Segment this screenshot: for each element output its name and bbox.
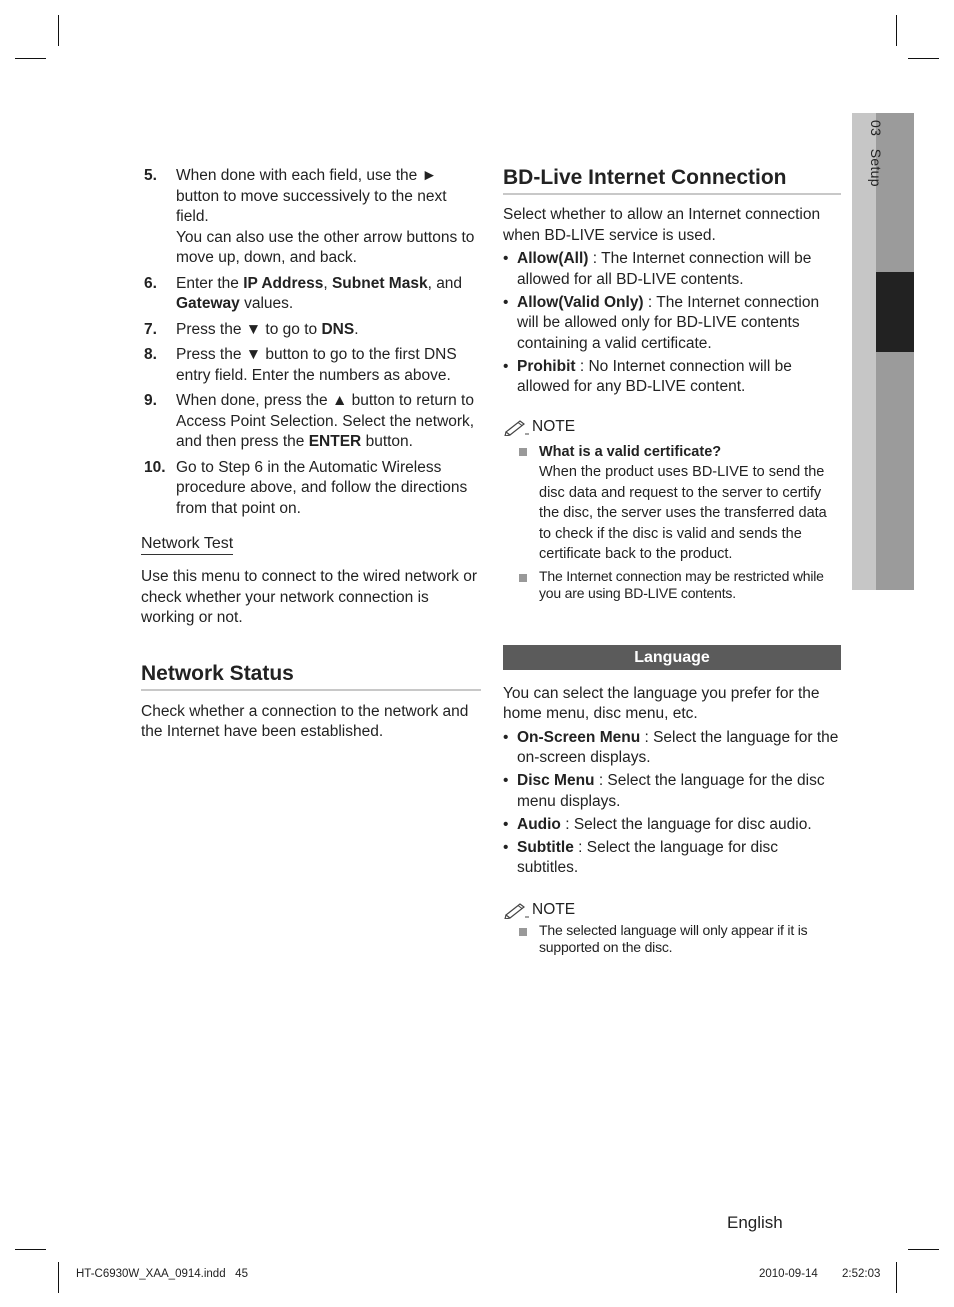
language-heading: Language bbox=[503, 645, 841, 670]
step-number: 7. bbox=[144, 320, 157, 338]
chapter-tab-label bbox=[868, 120, 884, 187]
note-text: The Internet connection may be restricted while you are using BD-LIVE contents. bbox=[539, 567, 824, 601]
term-enter: ENTER bbox=[308, 433, 362, 450]
step-text-part: You can also use the other arrow buttons to move up, down, and back. bbox=[176, 228, 475, 266]
bullet-dot: • bbox=[503, 357, 509, 375]
list-item bbox=[503, 815, 841, 836]
option-desc: : The Internet connection will be allowed only for BD-LIVE contents containing a valid certificate. bbox=[517, 293, 820, 352]
term-dns: DNS bbox=[321, 320, 355, 338]
option-desc: : Select the language for disc audio. bbox=[560, 815, 812, 833]
note-header bbox=[503, 901, 841, 919]
step-9 bbox=[141, 391, 481, 453]
crop-mark bbox=[58, 1262, 59, 1293]
step-6 bbox=[141, 274, 481, 315]
note-label: NOTE bbox=[532, 900, 576, 918]
pencil-note-icon bbox=[503, 901, 529, 919]
step-number: 5. bbox=[144, 167, 157, 184]
note-text bbox=[539, 442, 841, 565]
step-number: 10. bbox=[144, 458, 166, 476]
step-text bbox=[176, 274, 481, 315]
network-status-heading: Network Status bbox=[141, 662, 481, 691]
right-column bbox=[503, 166, 841, 959]
text: , bbox=[323, 274, 332, 292]
term-subnet-mask: Subnet Mask bbox=[331, 274, 428, 292]
bullet-dot: • bbox=[503, 728, 509, 746]
step-text: Press the ▼ button to go to the first DNS entry field. Enter the numbers as above. bbox=[176, 346, 457, 384]
bullet-text bbox=[517, 293, 841, 355]
step-number: 9. bbox=[144, 392, 157, 409]
text: When done, press the ▲ button to return to Access Point Selection. Select the network, and then press the bbox=[176, 392, 475, 450]
note-header bbox=[503, 418, 841, 436]
bullet-text bbox=[517, 357, 841, 398]
note-item bbox=[503, 922, 841, 956]
option-term: On-Screen Menu bbox=[517, 728, 641, 746]
crop-mark bbox=[896, 15, 897, 46]
slug-date: 2010-09-14 bbox=[759, 1268, 818, 1280]
option-term: Subtitle bbox=[517, 838, 574, 856]
list-item bbox=[503, 728, 841, 769]
step-number: 8. bbox=[144, 346, 157, 363]
bdlive-options bbox=[503, 249, 841, 398]
text: , and bbox=[427, 274, 463, 292]
language-options bbox=[503, 728, 841, 879]
square-bullet bbox=[519, 928, 527, 936]
step-text bbox=[176, 391, 481, 453]
step-5 bbox=[141, 166, 481, 269]
step-number: 6. bbox=[144, 274, 157, 292]
language-intro: You can select the language you prefer for the home menu, disc menu, etc. bbox=[503, 684, 820, 722]
bullet-text bbox=[517, 815, 812, 836]
list-item bbox=[503, 771, 841, 812]
bdlive-intro: Select whether to allow an Internet connection when BD-LIVE service is used. bbox=[503, 206, 821, 244]
chapter-tab-marker bbox=[876, 272, 914, 352]
step-text-part: When done with each field, use the ► button to move successively to the next field. bbox=[176, 167, 447, 225]
option-term: Allow(Valid Only) bbox=[517, 293, 644, 311]
step-8 bbox=[141, 345, 481, 386]
step-text bbox=[176, 320, 481, 341]
steps-list bbox=[141, 166, 481, 519]
bullet-text bbox=[517, 249, 841, 290]
option-desc: : The Internet connection will be allowed for all BD-LIVE contents. bbox=[517, 250, 812, 288]
option-desc: : No Internet connection will be allowed for any BD-LIVE content. bbox=[517, 357, 792, 395]
option-desc: : Select the language for the on-screen displays. bbox=[517, 728, 839, 766]
square-bullet bbox=[519, 448, 527, 456]
network-status-body: Check whether a connection to the network and the Internet have been established. bbox=[141, 702, 469, 740]
term-gateway: Gateway bbox=[176, 295, 240, 312]
chapter-title: Setup bbox=[868, 148, 884, 187]
note-text: The selected language will only appear if it is supported on the disc. bbox=[539, 921, 808, 955]
option-term: Disc Menu bbox=[517, 772, 595, 789]
bullet-dot: • bbox=[503, 815, 509, 833]
option-desc: : Select the language for the disc menu displays. bbox=[517, 772, 825, 810]
chapter-number: 03 bbox=[868, 120, 884, 137]
step-10 bbox=[141, 458, 481, 520]
bullet-dot: • bbox=[503, 838, 509, 856]
list-item bbox=[503, 838, 841, 879]
slug-filename: HT-C6930W_XAA_0914.indd 45 bbox=[76, 1268, 248, 1280]
note-title: What is a valid certificate? bbox=[539, 443, 722, 460]
note-label: NOTE bbox=[532, 417, 576, 435]
crop-mark bbox=[15, 1249, 46, 1250]
crop-mark bbox=[15, 58, 46, 59]
network-test-body: Use this menu to connect to the wired network or check whether your network connection is working or not. bbox=[141, 568, 477, 626]
crop-mark bbox=[58, 15, 59, 46]
option-term: Allow(All) bbox=[517, 250, 589, 267]
bullet-text bbox=[517, 771, 841, 812]
list-item bbox=[503, 357, 841, 398]
text: values. bbox=[239, 295, 294, 312]
option-term: Prohibit bbox=[517, 357, 576, 375]
list-item bbox=[503, 249, 841, 290]
text: Enter the bbox=[176, 274, 244, 292]
crop-mark bbox=[908, 1249, 939, 1250]
crop-mark bbox=[896, 1262, 897, 1293]
term-ip-address: IP Address bbox=[243, 274, 324, 292]
step-text bbox=[176, 166, 481, 269]
bdlive-notes bbox=[503, 442, 841, 602]
note-item bbox=[503, 568, 841, 602]
square-bullet bbox=[519, 574, 527, 582]
crop-mark bbox=[908, 58, 939, 59]
bullet-dot: • bbox=[503, 250, 509, 267]
bullet-dot: • bbox=[503, 293, 509, 311]
text: Press the ▼ to go to bbox=[176, 320, 322, 338]
note-body: When the product uses BD-LIVE to send the disc data and request to the server to certify the disc, the server uses the transferred data to check if the disc is valid and sends the certificate back to the product. bbox=[539, 464, 827, 562]
option-desc: : Select the language for disc subtitles. bbox=[517, 838, 779, 876]
bdlive-heading: BD-Live Internet Connection bbox=[503, 166, 841, 195]
list-item bbox=[503, 293, 841, 355]
footer-language: English bbox=[727, 1213, 783, 1232]
text: . bbox=[354, 320, 359, 338]
slug-time: 2:52:03 bbox=[842, 1268, 881, 1280]
step-text: Go to Step 6 in the Automatic Wireless procedure above, and follow the directions from that point on. bbox=[176, 458, 468, 517]
network-test-heading: Network Test bbox=[141, 535, 233, 555]
bullet-text bbox=[517, 728, 841, 769]
text: button. bbox=[361, 433, 413, 450]
left-column bbox=[141, 166, 481, 743]
bullet-text bbox=[517, 838, 841, 879]
step-7 bbox=[141, 320, 481, 341]
bullet-dot: • bbox=[503, 772, 509, 789]
note-item bbox=[503, 442, 841, 565]
language-notes bbox=[503, 922, 841, 956]
pencil-note-icon bbox=[503, 418, 529, 436]
option-term: Audio bbox=[517, 815, 561, 833]
